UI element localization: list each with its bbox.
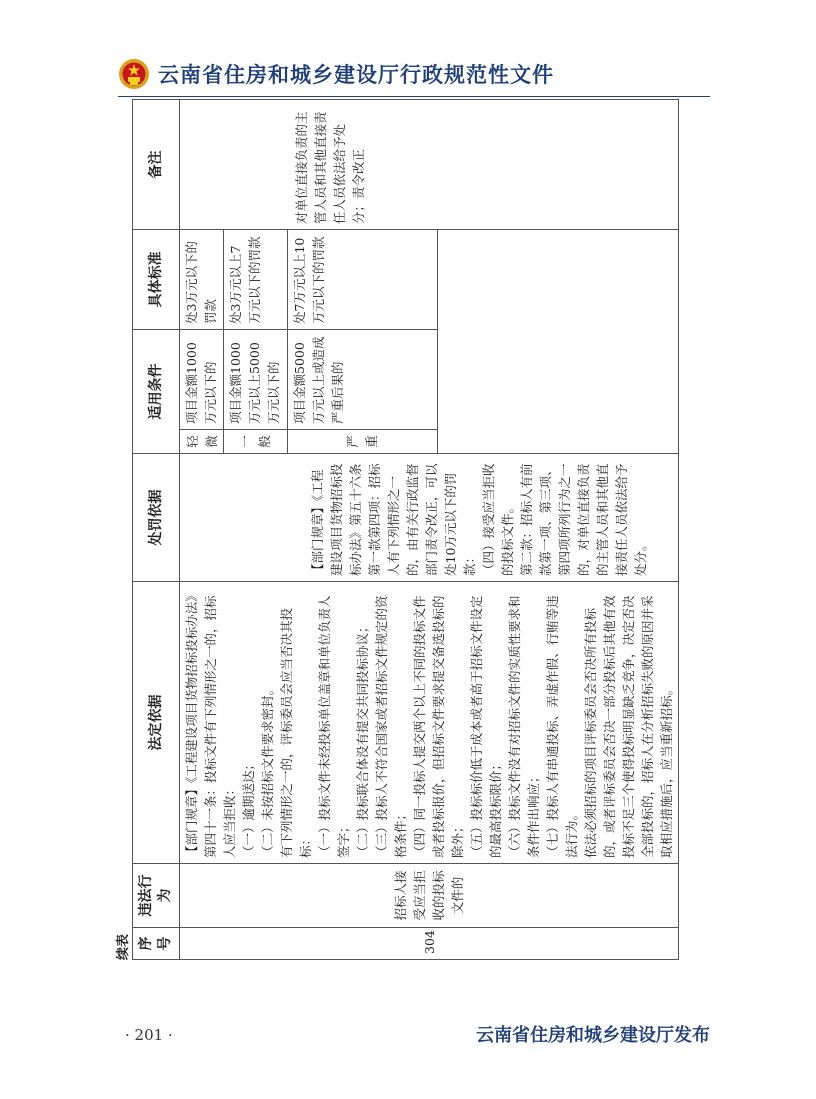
legal-basis-line: （一）投标文件未经投标单位盖章和单位负责人签字； xyxy=(317,595,351,858)
level-minor: 轻微 xyxy=(180,430,224,454)
col-penalty-basis: 处罚依据 xyxy=(133,454,180,582)
col-legal-basis: 法定依据 xyxy=(133,582,180,864)
continued-label: 续表 xyxy=(116,933,131,960)
legal-basis-line: 依法必须招标的项目评标委员会否决所有投标的，或者评标委员会否决一部分投标后其他有效投标不足三个使得投标明显缺乏竞争，决定否决全部投标的，招标人在分析招标失败的原因并采取相应措施后，应当重新招标。 xyxy=(583,595,674,858)
standard-minor: 处3万元以下的罚款 xyxy=(180,230,224,330)
legal-basis-line: （七）投标人有串通投标、弄虚作假、行贿等违法行为。 xyxy=(545,595,579,858)
legal-basis-line: 【部门规章】《工程建设项目货物招标投标办法》第四十一条：投标文件有下列情形之一的，招标人应当拒收： xyxy=(184,589,237,858)
penalty-table xyxy=(132,99,679,960)
rotated-table-region xyxy=(110,100,672,960)
legal-basis-line: （二）投标联合体没有提交共同投标协议； xyxy=(355,620,370,858)
remark-text: 对单位直接负责的主管人员和其他直接责任人员依法给予处分；责令改正 xyxy=(294,111,366,224)
col-violation: 违法行为 xyxy=(133,864,180,928)
page-header xyxy=(118,56,554,92)
row-penalty-basis xyxy=(180,454,679,582)
penalty-basis-line: 【部门规章】《工程建设项目货物招标投标办法》第五十六条第一款第四项：招标人有下列情形之一的，由有关行政监督部门责令改正，可以处10万元以下的罚款： xyxy=(310,463,477,576)
row-violation: 招标人接受应当拒收的投标文件的 xyxy=(180,864,679,928)
table-row xyxy=(180,100,224,960)
legal-basis-line: （五）投标标价低于成本或者高于招标文件设定的最高投标限价； xyxy=(469,595,503,858)
legal-basis-line: （四）同一投标人提交两个以上不同的投标文件或者投标报价，但招标文件要求提交备选投标的除外； xyxy=(412,595,465,858)
col-remark: 备注 xyxy=(133,100,180,230)
legal-basis-line: （六）投标文件没有对招标文件的实质性要求和条件作出响应； xyxy=(507,595,541,858)
header-rule xyxy=(118,96,710,97)
legal-basis-line: （二）未按招标文件要求密封。 xyxy=(260,682,275,858)
row-legal-basis xyxy=(180,582,679,864)
empty-cell xyxy=(438,230,679,454)
level-severe: 严重 xyxy=(287,430,438,454)
legal-basis-line: （一）逾期送达； xyxy=(241,757,256,858)
legal-basis-line: （三）投标人不符合国家或者招标文件规定的资格条件； xyxy=(374,595,408,858)
penalty-basis-line: 第二款：招标人有前款第一项、第三项、第四项所列行为之一的，对单位直接负责的主管人员和其他直接责任人员依法给予处分。 xyxy=(519,463,648,576)
standard-severe: 处7万元以上10万元以下的罚款 xyxy=(287,230,438,330)
condition-minor: 项目金额1000万元以下的 xyxy=(180,330,224,430)
national-emblem-icon xyxy=(118,58,150,90)
col-condition: 适用条件 xyxy=(133,330,180,454)
col-standard: 具体标准 xyxy=(133,230,180,330)
col-seq: 序号 xyxy=(133,928,180,960)
level-general: 一般 xyxy=(224,430,288,454)
footer-publisher: 云南省住房和城乡建设厅发布 xyxy=(476,1025,710,1046)
condition-general: 项目金额1000万元以上5000万元以下的 xyxy=(224,330,288,430)
condition-severe: 项目金额5000万元以上或造成严重后果的 xyxy=(287,330,438,430)
legal-basis-line: 有下列情形之一的，评标委员会应当否决其投标： xyxy=(279,607,313,858)
row-seq: 304 xyxy=(180,928,679,960)
header-title: 云南省住房和城乡建设厅行政规范性文件 xyxy=(158,63,554,87)
row-remark xyxy=(180,100,679,230)
standard-general: 处3万元以上7万元以下的罚款 xyxy=(224,230,288,330)
page-number: · 201 · xyxy=(125,1026,173,1044)
penalty-basis-line: （四）接受应当拒收的投标文件。 xyxy=(481,463,515,576)
table-header-row xyxy=(133,100,180,960)
